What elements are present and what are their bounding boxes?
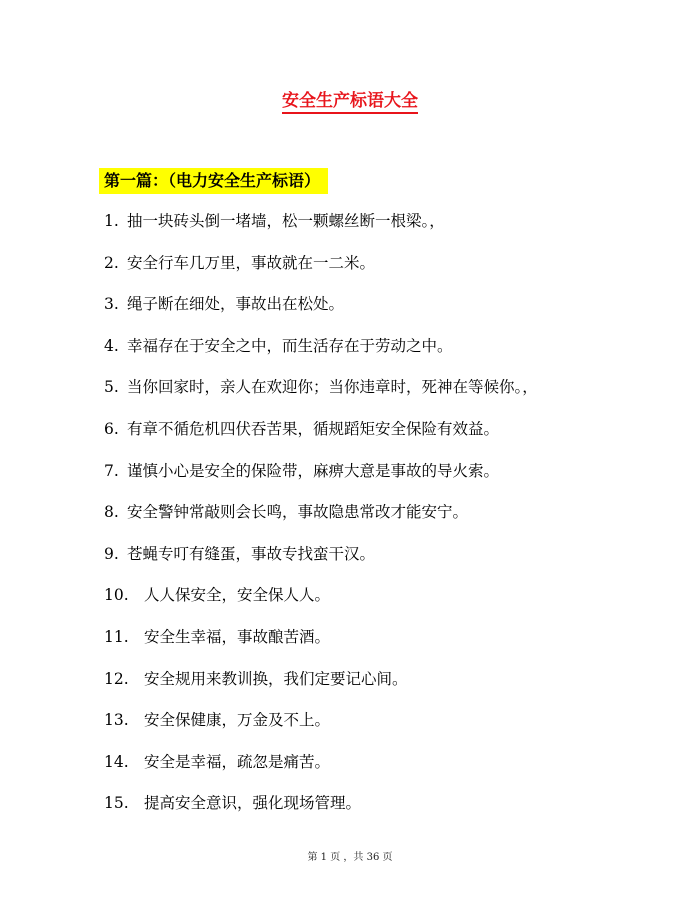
slogan-number: 6. — [104, 419, 119, 438]
slogan-item — [104, 747, 664, 789]
slogan-number: 15. — [104, 794, 129, 813]
slogan-number: 8. — [104, 503, 119, 522]
slogan-item — [104, 539, 664, 581]
slogan-item — [104, 206, 664, 248]
slogan-text: 抽一块砖头倒一堵墙，松一颗螺丝断一根梁。， — [127, 212, 445, 230]
slogan-item — [104, 622, 664, 664]
slogan-text: 人人保安全，安全保人人。 — [144, 586, 331, 605]
slogan-number: 9. — [104, 544, 119, 563]
slogan-number: 2. — [104, 253, 119, 272]
slogan-text: 提高安全意识，强化现场管理。 — [144, 794, 362, 813]
slogan-item — [104, 664, 664, 706]
slogan-text: 安全是幸福，疏忽是痛苦。 — [144, 752, 331, 771]
slogan-item — [104, 497, 664, 539]
slogan-text: 安全保健康，万金及不上。 — [144, 711, 331, 730]
slogan-item — [104, 788, 664, 830]
slogan-list — [104, 206, 664, 830]
slogan-number: 14. — [104, 752, 129, 771]
slogan-text: 安全警钟常敲则会长鸣，事故隐患常改才能安宁。 — [127, 503, 469, 522]
slogan-number: 1. — [104, 212, 119, 230]
slogan-text: 当你回家时，亲人在欢迎你；当你违章时，死神在等候你。， — [127, 378, 538, 397]
slogan-number: 12. — [104, 669, 129, 688]
slogan-number: 4. — [104, 336, 119, 355]
slogan-text: 有章不循危机四伏吞苦果，循规蹈矩安全保险有效益。 — [127, 419, 500, 438]
slogan-item — [104, 580, 664, 622]
slogan-number: 11. — [104, 627, 129, 646]
section-heading: 第一篇：（电力安全生产标语） — [99, 168, 328, 194]
document-title-text: 安全生产标语大全 — [282, 91, 418, 114]
slogan-text: 苍蝇专叮有缝蛋，事故专找蛮干汉。 — [127, 544, 376, 563]
document-title — [0, 86, 700, 111]
slogan-number: 7. — [104, 461, 119, 480]
slogan-text: 安全规用来教训换，我们定要记心间。 — [144, 669, 408, 688]
slogan-text: 安全行车几万里，事故就在一二米。 — [127, 253, 376, 272]
slogan-number: 5. — [104, 378, 119, 397]
slogan-text: 绳子断在细处，事故出在松处。 — [127, 295, 345, 314]
slogan-item — [104, 414, 664, 456]
slogan-text: 谨慎小心是安全的保险带，麻痹大意是事故的导火索。 — [127, 461, 500, 480]
slogan-number: 3. — [104, 295, 119, 314]
slogan-item — [104, 456, 664, 498]
slogan-number: 10. — [104, 586, 129, 605]
slogan-item — [104, 705, 664, 747]
slogan-text: 安全生幸福，事故酿苦酒。 — [144, 627, 331, 646]
slogan-item — [104, 372, 664, 414]
slogan-item — [104, 248, 664, 290]
page-footer: 第 1 页 ，共 36 页 — [307, 852, 393, 863]
slogan-item — [104, 289, 664, 331]
slogan-text: 幸福存在于安全之中，而生活存在于劳动之中。 — [127, 336, 453, 355]
slogan-item — [104, 331, 664, 373]
slogan-number: 13. — [104, 711, 129, 730]
